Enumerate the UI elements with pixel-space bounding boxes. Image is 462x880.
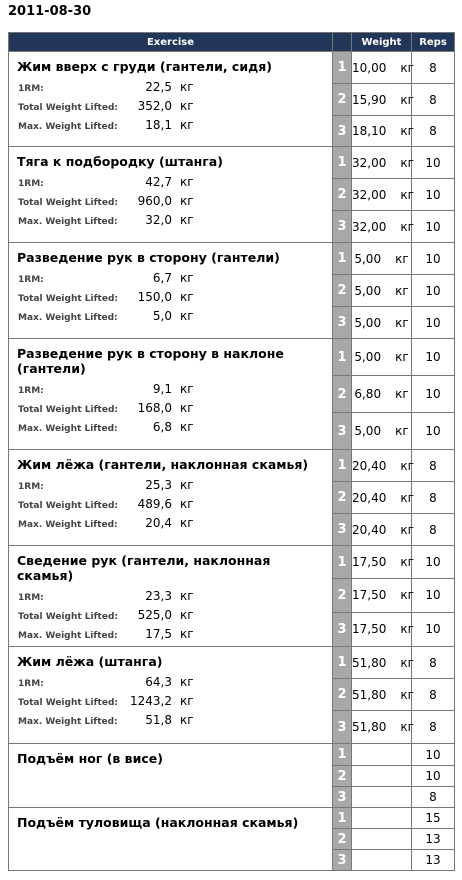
set-number: 2 <box>333 179 352 211</box>
set-weight-unit: кг <box>400 555 414 570</box>
max-weight-lifted-unit: кг <box>180 309 194 323</box>
exercise-name: Жим лёжа (штанга) <box>17 654 163 669</box>
exercise-name: Сведение рук (гантели, наклонная скамья) <box>17 553 271 583</box>
set-weight: 5,00 <box>354 350 382 364</box>
set-weight-cell <box>352 307 412 339</box>
set-weight-unit: кг <box>400 92 414 107</box>
total-weight-lifted-value: 150,0 <box>137 290 172 304</box>
max-weight-lifted-unit: кг <box>180 627 194 641</box>
max-weight-lifted-value: 6,8 <box>152 420 172 434</box>
total-weight-lifted-unit: кг <box>180 290 194 304</box>
set-weight-cell <box>352 744 412 766</box>
set-number: 3 <box>333 850 352 871</box>
set-weight-cell <box>352 647 412 679</box>
set-number: 3 <box>333 116 352 147</box>
set-weight: 20,40 <box>352 458 387 473</box>
set-weight-cell <box>352 275 412 307</box>
set-row <box>9 450 455 482</box>
set-weight-cell <box>352 243 412 275</box>
set-reps: 8 <box>412 514 455 546</box>
set-reps: 15 <box>412 808 455 829</box>
set-row <box>9 808 455 829</box>
one-rep-max-row <box>9 382 332 401</box>
set-weight: 10,00 <box>352 60 387 75</box>
total-weight-lifted-value: 489,6 <box>137 497 172 511</box>
set-weight: 51,80 <box>352 687 387 702</box>
max-weight-lifted-label: Max. Weight Lifted: <box>18 122 118 132</box>
set-reps: 8 <box>412 787 455 808</box>
set-weight: 5,00 <box>354 315 382 330</box>
total-weight-lifted-unit: кг <box>180 194 194 208</box>
total-weight-lifted-row <box>9 608 332 627</box>
set-reps: 10 <box>412 339 455 376</box>
set-weight-cell <box>352 339 412 376</box>
set-reps: 10 <box>412 243 455 275</box>
set-weight-unit: кг <box>400 687 414 702</box>
max-weight-lifted-row <box>9 213 332 232</box>
max-weight-lifted-label: Max. Weight Lifted: <box>18 631 118 641</box>
set-reps: 10 <box>412 376 455 413</box>
set-weight-cell <box>352 808 412 829</box>
set-weight-cell <box>352 147 412 179</box>
one-rep-max-row <box>9 478 332 497</box>
total-weight-lifted-label: Total Weight Lifted: <box>18 612 118 622</box>
set-weight-cell <box>352 179 412 211</box>
exercise-name: Жим лёжа (гантели, наклонная скамья) <box>17 457 309 472</box>
set-weight: 20,40 <box>352 522 387 537</box>
set-reps: 10 <box>412 307 455 339</box>
one-rep-max-row <box>9 175 332 194</box>
exercise-name: Подъём туловища (наклонная скамья) <box>17 815 299 830</box>
one-rep-max-unit: кг <box>180 675 194 689</box>
max-weight-lifted-value: 5,0 <box>152 309 172 323</box>
set-reps: 8 <box>412 647 455 679</box>
max-weight-lifted-row <box>9 309 332 328</box>
max-weight-lifted-unit: кг <box>180 118 194 132</box>
one-rep-max-label: 1RM: <box>18 386 44 396</box>
set-reps: 10 <box>412 211 455 243</box>
exercise-name: Разведение рук в сторону (гантели) <box>17 250 280 265</box>
max-weight-lifted-value: 51,8 <box>145 713 172 727</box>
exercise-cell <box>9 147 333 243</box>
one-rep-max-value: 6,7 <box>152 271 172 285</box>
set-weight-cell <box>352 679 412 711</box>
total-weight-lifted-label: Total Weight Lifted: <box>18 405 118 415</box>
set-weight-unit: кг <box>395 315 409 330</box>
one-rep-max-value: 22,5 <box>145 80 172 94</box>
set-weight-unit: кг <box>395 387 409 401</box>
set-weight-cell <box>352 413 412 450</box>
exercise-cell <box>9 52 333 147</box>
set-number: 2 <box>333 579 352 612</box>
exercise-cell <box>9 546 333 647</box>
total-weight-lifted-row <box>9 99 332 118</box>
set-weight-cell <box>352 711 412 744</box>
set-weight: 5,00 <box>354 283 382 298</box>
total-weight-lifted-unit: кг <box>180 401 194 415</box>
set-weight-cell <box>352 84 412 116</box>
set-reps: 10 <box>412 612 455 646</box>
set-number: 1 <box>333 339 352 376</box>
max-weight-lifted-value: 32,0 <box>145 213 172 227</box>
one-rep-max-unit: кг <box>180 80 194 94</box>
set-number: 2 <box>333 84 352 116</box>
one-rep-max-unit: кг <box>180 175 194 189</box>
set-number: 1 <box>333 546 352 579</box>
total-weight-lifted-row <box>9 497 332 516</box>
one-rep-max-row <box>9 675 332 694</box>
set-weight-cell <box>352 787 412 808</box>
set-weight-unit: кг <box>400 490 414 505</box>
total-weight-lifted-unit: кг <box>180 608 194 622</box>
set-weight-unit: кг <box>400 720 414 734</box>
one-rep-max-label: 1RM: <box>18 679 44 689</box>
exercise-name: Тяга к подбородку (штанга) <box>17 154 223 169</box>
exercise-cell <box>9 339 333 450</box>
set-reps: 10 <box>412 766 455 787</box>
set-weight-unit: кг <box>400 458 414 473</box>
set-reps: 8 <box>412 482 455 514</box>
exercise-header: Exercise <box>9 33 333 52</box>
one-rep-max-unit: кг <box>180 271 194 285</box>
set-weight-unit: кг <box>395 424 409 438</box>
max-weight-lifted-row <box>9 627 332 646</box>
max-weight-lifted-unit: кг <box>180 516 194 530</box>
set-reps: 10 <box>412 275 455 307</box>
max-weight-lifted-row <box>9 420 332 439</box>
set-reps: 8 <box>412 84 455 116</box>
max-weight-lifted-value: 17,5 <box>145 627 172 641</box>
set-weight-cell <box>352 482 412 514</box>
one-rep-max-label: 1RM: <box>18 179 44 189</box>
one-rep-max-value: 9,1 <box>152 382 172 396</box>
set-row <box>9 147 455 179</box>
exercise-name: Жим вверх с груди (гантели, сидя) <box>17 59 272 74</box>
max-weight-lifted-unit: кг <box>180 420 194 434</box>
set-number: 2 <box>333 829 352 850</box>
set-reps: 10 <box>412 744 455 766</box>
total-weight-lifted-label: Total Weight Lifted: <box>18 294 118 304</box>
header-row <box>9 33 455 52</box>
set-weight-cell <box>352 850 412 871</box>
set-number: 1 <box>333 243 352 275</box>
one-rep-max-label: 1RM: <box>18 275 44 285</box>
one-rep-max-value: 64,3 <box>145 675 172 689</box>
set-weight: 32,00 <box>352 187 387 202</box>
set-number: 3 <box>333 307 352 339</box>
exercise-cell <box>9 808 333 871</box>
set-weight-cell <box>352 376 412 413</box>
set-weight: 32,00 <box>352 155 387 170</box>
total-weight-lifted-label: Total Weight Lifted: <box>18 698 118 708</box>
set-weight: 5,00 <box>354 251 382 266</box>
one-rep-max-row <box>9 80 332 99</box>
set-weight: 17,50 <box>352 588 387 603</box>
max-weight-lifted-label: Max. Weight Lifted: <box>18 217 118 227</box>
set-number-header <box>333 33 352 52</box>
one-rep-max-unit: кг <box>180 589 194 603</box>
exercise-name: Разведение рук в сторону в наклоне (гантели) <box>17 346 284 376</box>
max-weight-lifted-label: Max. Weight Lifted: <box>18 313 118 323</box>
set-reps: 8 <box>412 711 455 744</box>
one-rep-max-row <box>9 589 332 608</box>
set-number: 2 <box>333 376 352 413</box>
one-rep-max-unit: кг <box>180 478 194 492</box>
set-weight-unit: кг <box>395 283 409 298</box>
set-number: 2 <box>333 275 352 307</box>
reps-header: Reps <box>412 33 455 52</box>
set-number: 2 <box>333 482 352 514</box>
set-number: 1 <box>333 808 352 829</box>
set-number: 1 <box>333 52 352 84</box>
one-rep-max-value: 42,7 <box>145 175 172 189</box>
set-weight-cell <box>352 514 412 546</box>
set-row <box>9 339 455 376</box>
set-weight-cell <box>352 52 412 84</box>
total-weight-lifted-value: 525,0 <box>137 608 172 622</box>
set-number: 1 <box>333 744 352 766</box>
set-weight-unit: кг <box>395 251 409 266</box>
total-weight-lifted-row <box>9 194 332 213</box>
set-row <box>9 647 455 679</box>
total-weight-lifted-label: Total Weight Lifted: <box>18 103 118 113</box>
set-weight-unit: кг <box>400 155 414 170</box>
set-row <box>9 546 455 579</box>
set-reps: 8 <box>412 450 455 482</box>
one-rep-max-value: 23,3 <box>145 589 172 603</box>
set-number: 3 <box>333 211 352 243</box>
set-weight-cell <box>352 612 412 646</box>
set-weight-unit: кг <box>400 60 414 75</box>
total-weight-lifted-value: 168,0 <box>137 401 172 415</box>
set-number: 3 <box>333 711 352 744</box>
one-rep-max-label: 1RM: <box>18 593 44 603</box>
total-weight-lifted-unit: кг <box>180 497 194 511</box>
set-weight-cell <box>352 450 412 482</box>
max-weight-lifted-value: 18,1 <box>145 118 172 132</box>
max-weight-lifted-value: 20,4 <box>145 516 172 530</box>
max-weight-lifted-row <box>9 713 332 732</box>
total-weight-lifted-value: 1243,2 <box>130 694 172 708</box>
max-weight-lifted-unit: кг <box>180 713 194 727</box>
total-weight-lifted-label: Total Weight Lifted: <box>18 501 118 511</box>
set-weight: 32,00 <box>352 219 387 234</box>
set-weight-unit: кг <box>400 219 414 234</box>
set-weight-unit: кг <box>400 588 414 603</box>
one-rep-max-label: 1RM: <box>18 84 44 94</box>
set-weight: 15,90 <box>352 92 387 107</box>
set-reps: 13 <box>412 850 455 871</box>
set-weight-unit: кг <box>400 655 414 670</box>
max-weight-lifted-label: Max. Weight Lifted: <box>18 717 118 727</box>
set-weight-cell <box>352 579 412 612</box>
set-number: 3 <box>333 514 352 546</box>
total-weight-lifted-row <box>9 290 332 309</box>
set-row <box>9 744 455 766</box>
one-rep-max-row <box>9 271 332 290</box>
set-weight-cell <box>352 211 412 243</box>
set-weight: 17,50 <box>352 555 387 570</box>
total-weight-lifted-unit: кг <box>180 694 194 708</box>
set-row <box>9 243 455 275</box>
set-weight-cell <box>352 766 412 787</box>
set-reps: 10 <box>412 413 455 450</box>
total-weight-lifted-value: 960,0 <box>137 194 172 208</box>
set-number: 1 <box>333 147 352 179</box>
max-weight-lifted-row <box>9 118 332 137</box>
set-number: 3 <box>333 612 352 646</box>
set-weight: 51,80 <box>352 720 387 734</box>
set-weight: 5,00 <box>354 424 382 438</box>
set-weight-unit: кг <box>400 187 414 202</box>
exercise-cell <box>9 647 333 744</box>
exercise-cell <box>9 243 333 339</box>
total-weight-lifted-row <box>9 694 332 713</box>
exercise-cell <box>9 744 333 808</box>
exercise-name: Подъём ног (в висе) <box>17 751 163 766</box>
workout-table <box>8 32 455 871</box>
exercise-cell <box>9 450 333 546</box>
set-row <box>9 52 455 84</box>
set-reps: 8 <box>412 52 455 84</box>
workout-date: 2011-08-30 <box>8 4 92 19</box>
set-reps: 8 <box>412 679 455 711</box>
set-reps: 10 <box>412 579 455 612</box>
set-reps: 10 <box>412 147 455 179</box>
weight-header: Weight <box>352 33 412 52</box>
set-weight: 51,80 <box>352 655 387 670</box>
set-weight: 6,80 <box>354 387 382 401</box>
max-weight-lifted-unit: кг <box>180 213 194 227</box>
set-weight: 17,50 <box>352 622 387 637</box>
set-reps: 13 <box>412 829 455 850</box>
set-weight-cell <box>352 829 412 850</box>
max-weight-lifted-label: Max. Weight Lifted: <box>18 520 118 530</box>
set-number: 1 <box>333 647 352 679</box>
set-reps: 10 <box>412 179 455 211</box>
set-weight: 20,40 <box>352 490 387 505</box>
total-weight-lifted-row <box>9 401 332 420</box>
set-weight-unit: кг <box>395 350 409 364</box>
set-weight-unit: кг <box>400 622 414 637</box>
one-rep-max-value: 25,3 <box>145 478 172 492</box>
set-weight-unit: кг <box>400 124 414 138</box>
set-reps: 8 <box>412 116 455 147</box>
set-reps: 10 <box>412 546 455 579</box>
set-number: 3 <box>333 787 352 808</box>
set-number: 1 <box>333 450 352 482</box>
set-number: 2 <box>333 679 352 711</box>
total-weight-lifted-unit: кг <box>180 99 194 113</box>
set-weight-cell <box>352 116 412 147</box>
max-weight-lifted-row <box>9 516 332 535</box>
max-weight-lifted-label: Max. Weight Lifted: <box>18 424 118 434</box>
set-weight-unit: кг <box>400 522 414 537</box>
one-rep-max-label: 1RM: <box>18 482 44 492</box>
total-weight-lifted-value: 352,0 <box>137 99 172 113</box>
set-number: 2 <box>333 766 352 787</box>
one-rep-max-unit: кг <box>180 382 194 396</box>
total-weight-lifted-label: Total Weight Lifted: <box>18 198 118 208</box>
set-number: 3 <box>333 413 352 450</box>
set-weight-cell <box>352 546 412 579</box>
set-weight: 18,10 <box>352 124 387 138</box>
